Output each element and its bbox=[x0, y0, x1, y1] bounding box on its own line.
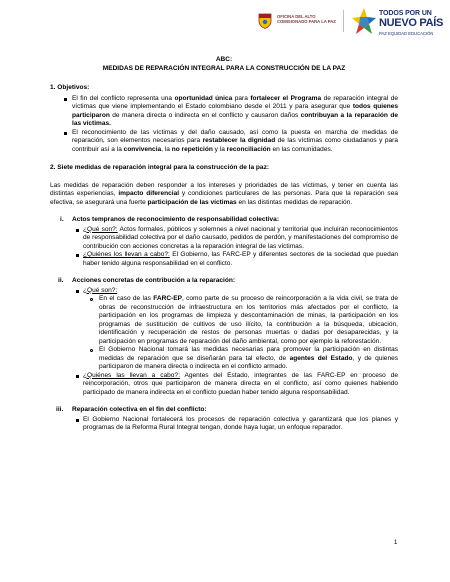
text-run: de las víctimas como ciudadanos y para contribuir así a la bbox=[72, 137, 398, 153]
circle-bullet-icon bbox=[90, 298, 93, 301]
subsection-iii-heading bbox=[50, 406, 398, 415]
logo-divider bbox=[343, 10, 344, 32]
bold-text-run: reconciliación bbox=[226, 145, 271, 153]
text-run: de reparación integral de víctimas que viene implementando el Estado colombiano desde el 2011 y para asegurar que bbox=[72, 94, 398, 110]
subsection-ii-title: Acciones concretas de contribución a la reparación: bbox=[72, 277, 235, 284]
bold-text-run: agentes del Estado bbox=[289, 354, 353, 362]
objective-bullet-1 bbox=[50, 95, 398, 129]
subsection-ii-number: ii. bbox=[58, 277, 64, 284]
question-what-label: ¿Qué son?: bbox=[83, 286, 118, 294]
subsection-i-answer-2: El Gobierno, las FARC-EP y diferentes sectores de la sociedad que puedan haber tenido alguna responsabilidad en el conflicto. bbox=[83, 251, 398, 267]
subsection-iii-title: Reparación colectiva en el fin del conflicto: bbox=[72, 406, 207, 413]
subsection-ii-circle-item-1 bbox=[50, 295, 398, 346]
section-2-paragraph-text bbox=[50, 182, 398, 206]
logo-line-3: PAZ EQUIDAD EDUCACIÓN bbox=[379, 31, 434, 36]
objective-bullet-2-text bbox=[72, 129, 398, 153]
subsection-i-answer-1: Actos formales, públicos y solemnes a nivel nacional y territorial que incluirán reconocimientos de responsabilidad colectiva por el daño causado, pedidos de perdón, y manifestaciones del compromiso de contribución con acciones concretas a la reparación integral de las víctimas. bbox=[83, 225, 398, 250]
bold-text-run: convivencia bbox=[123, 145, 162, 153]
text-run: El Gobierno Nacional tomará las medidas necesarias para promover la participación en distintas medidas de reparación que se diseñarán para tal efecto, de bbox=[99, 346, 398, 362]
section-2-paragraph bbox=[50, 182, 398, 208]
document-body bbox=[50, 56, 398, 433]
subsection-ii-answer-2: Agentes del Estado, integrantes de las FARC-EP en proceso de reincorporación, otros que participaron de manera directa en el conflicto, así como quienes habiendo participado de manera indirecta en el conflicto puedan haber tenido alguna responsabilidad. bbox=[83, 371, 398, 396]
text-run: de manera directa o indirecta en el conflicto y causaron daños bbox=[109, 111, 301, 119]
bold-text-run: contribuyan a la reparación de las víctimas. bbox=[72, 111, 398, 127]
section-2-heading: 2. Siete medidas de reparación integral para la construcción de la paz: bbox=[50, 164, 270, 171]
oacp-logo bbox=[258, 11, 338, 31]
subsection-i-bullet-2 bbox=[50, 251, 398, 268]
bold-text-run: oportunidad única bbox=[174, 94, 233, 102]
text-run: y condiciones particulares de las personas. Para que la reparación sea efectiva, se asegurará una fuerte bbox=[50, 190, 398, 206]
subsection-iii-bullet-1-text: El Gobierno Nacional fortalecerá los procesos de reparación colectiva y garantizará que los planes y programas de la Reforma Rural Integral tengan, donde haya lugar, un enfoque reparador. bbox=[83, 415, 398, 431]
coat-of-arms-icon bbox=[258, 13, 272, 29]
colored-star-icon bbox=[350, 6, 378, 36]
subsection-ii-circle-item-2-text bbox=[99, 346, 398, 370]
question-what-label: ¿Qué son?: bbox=[83, 225, 118, 233]
page-number: 1 bbox=[394, 540, 398, 546]
subsection-ii-circle-item-2 bbox=[50, 346, 398, 372]
question-who-label: ¿Quiénes los llevan a cabo?: bbox=[83, 251, 170, 258]
text-run: y la bbox=[212, 145, 227, 153]
text-run: , como parte de su proceso de reincorporación a la vida civil, se trata de obras de reconstrucción de infraestructura en los territorios más afectados por el conflicto, la participación en los programas de limpieza y descontaminación de minas, la participación en los programas de sustitución de cultivos de uso ilícito, la contribución a la búsqueda, ubicación, identificación y recuperación de restos de personas muertas o dadas por desaparecidas, y la participación en programas de reparación del daño ambiental, como por ejemplo la reforestación. bbox=[99, 295, 398, 345]
square-bullet-icon bbox=[76, 419, 79, 422]
bold-text-run: impacto diferencial bbox=[118, 190, 180, 197]
subsection-i-bullet-1 bbox=[50, 226, 398, 252]
subsection-i-heading bbox=[50, 216, 398, 225]
circle-bullet-icon bbox=[90, 349, 93, 352]
text-run: para bbox=[232, 94, 251, 102]
objective-bullet-2 bbox=[50, 129, 398, 155]
bold-text-run: participación de las víctimas bbox=[147, 198, 237, 206]
square-bullet-icon bbox=[76, 229, 79, 232]
text-run: Las medidas de reparación deben responder a los intereses y prioridades de las víctimas, y tener en cuenta las distintas experiencias, bbox=[50, 181, 398, 197]
section-1-heading: 1. Objetivos: bbox=[50, 84, 90, 91]
square-bullet-icon bbox=[76, 290, 79, 293]
bold-text-run: fortalecer el Programa bbox=[250, 94, 322, 102]
subsection-ii-bullet-2 bbox=[50, 372, 398, 398]
bold-text-run: todos quienes participaron bbox=[72, 103, 398, 119]
bold-text-run: restablecer la dignidad bbox=[202, 137, 276, 144]
square-bullet-icon bbox=[76, 254, 79, 257]
text-run: en las comunidades. bbox=[270, 145, 333, 153]
text-run: , la bbox=[161, 145, 172, 153]
text-run: , y de quienes participaron de manera directa o indirecta en el conflicto armado. bbox=[99, 354, 399, 370]
subsection-ii-bullet-1 bbox=[50, 287, 398, 296]
text-run: El reconocimiento de las víctimas y del daño causado, así como la puesta en marcha de medidas de reparación, son elementos necesarios para bbox=[72, 128, 398, 144]
question-who-label: ¿Quiénes las llevan a cabo?: bbox=[83, 371, 180, 379]
doc-title-main: MEDIDAS DE REPARACIÓN INTEGRAL PARA LA CONSTRUCCIÓN DE LA PAZ bbox=[102, 64, 346, 72]
square-bullet-icon bbox=[64, 98, 67, 101]
subsection-ii-heading bbox=[50, 277, 398, 286]
subsection-iii-bullet-1 bbox=[50, 416, 398, 433]
todos-por-un-nuevo-pais-logo bbox=[350, 6, 445, 38]
text-run: En el caso de las bbox=[99, 295, 154, 302]
bold-text-run: no repetición bbox=[171, 145, 213, 153]
subsection-iii-number: iii. bbox=[56, 406, 64, 413]
bold-text-run: FARC-EP bbox=[153, 295, 182, 302]
logo-line-2: NUEVO PAÍS bbox=[379, 17, 444, 29]
oacp-logo-text: OFICINA DEL ALTO COMISIONADO PARA LA PAZ bbox=[277, 14, 336, 24]
objective-bullet-1-text bbox=[72, 95, 398, 128]
subsection-i-number: i. bbox=[60, 216, 64, 223]
text-run: en las distintas medidas de reparación. bbox=[236, 198, 353, 206]
square-bullet-icon bbox=[64, 132, 67, 135]
subsection-ii-circle-item-1-text bbox=[99, 295, 398, 345]
text-run: El fin del conflicto representa una bbox=[72, 94, 175, 102]
doc-title-abc: ABC: bbox=[215, 56, 233, 63]
logo-line-1: TODOS POR UN bbox=[379, 10, 432, 17]
subsection-i-title: Actos tempranos de reconocimiento de responsabilidad colectiva: bbox=[72, 216, 280, 223]
square-bullet-icon bbox=[76, 375, 79, 378]
